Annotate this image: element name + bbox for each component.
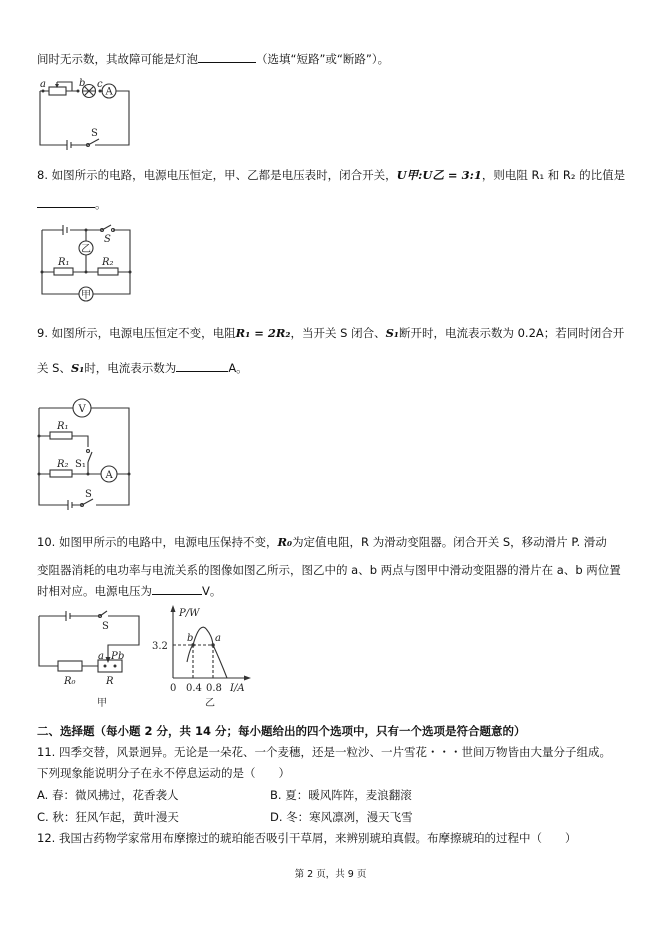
q10-text-line2: 变阻器消耗的电功率与电流关系的图像如图乙所示，图乙中的 a、b 两点与图甲中滑动变阻器的滑片在 a、b 两位置	[37, 563, 621, 577]
x-axis-label: I/A	[230, 683, 245, 694]
meter-yi-label: 乙	[81, 244, 91, 255]
switch-label: S	[104, 234, 111, 245]
q9-answer-blank[interactable]	[176, 359, 228, 372]
caption-yi: 乙	[205, 698, 215, 709]
page-footer: 第 2 页，共 9 页	[294, 869, 367, 880]
q9-circuit	[38, 399, 131, 510]
r0-label: R₀	[64, 676, 76, 687]
q8-text	[37, 167, 625, 183]
q11-option-a[interactable]: A. 春：微风拂过，花香袭人	[37, 788, 179, 802]
q9-math-2: S₁	[385, 326, 399, 340]
origin-label: 0	[170, 683, 177, 694]
label-c: c	[97, 79, 103, 90]
x-tick: 0.4	[186, 683, 202, 694]
x-tick: 0.8	[206, 683, 222, 694]
q9-text	[37, 325, 624, 341]
q10-math-1: R₀	[277, 535, 293, 549]
q8-math: U甲:U乙 = 3:1	[396, 168, 482, 182]
q10-graph-yi	[152, 605, 251, 709]
q9-math-3: S₁	[70, 361, 85, 375]
r2-label: R₂	[57, 459, 69, 470]
q12-text-1: 12. 我国古药物学家常用布摩擦过的琥珀能否吸引干草屑，来辨别琥珀真假。布摩擦琥珀的过程中（ ）	[37, 831, 577, 845]
ammeter-label: A	[105, 86, 113, 98]
switch-label: S	[85, 489, 92, 500]
battery-icon	[68, 500, 72, 510]
q8-text-2: ，则电阻 R₁ 和 R₂ 的比值是	[481, 168, 626, 182]
point-b-label: b	[187, 633, 194, 644]
q10-text-3: 时相对应。电源电压为	[37, 584, 152, 598]
point-a-label: a	[215, 633, 221, 644]
q7-text-after: （选填“短路”或“断路”）。	[256, 52, 390, 66]
ammeter-label: A	[105, 470, 113, 481]
r1-label: R₁	[58, 257, 70, 268]
q10-answer-blank[interactable]	[152, 582, 202, 595]
q8-answer-line	[37, 195, 107, 212]
rheostat	[49, 87, 66, 95]
q9-text-line2	[37, 359, 248, 376]
q9-text-2: ，当开关 S 闭合、	[290, 326, 386, 340]
y-tick: 3.2	[152, 641, 168, 652]
q8-answer-blank[interactable]	[37, 195, 95, 208]
q10-end: V。	[202, 584, 222, 598]
q10-text-1: 10. 如图甲所示的电路中，电源电压保持不变，	[37, 535, 278, 549]
meter-jia-label: 甲	[81, 290, 91, 301]
label-a: a	[98, 651, 104, 662]
label-p: P	[111, 651, 118, 662]
battery-icon	[66, 611, 70, 621]
q11-option-c[interactable]: C. 秋：狂风乍起，黄叶漫天	[37, 810, 179, 824]
q9-text-4: 关 S、	[37, 361, 71, 375]
q8-text-1: 8. 如图所示的电路，电源电压恒定，甲、乙都是电压表时，闭合开关，	[37, 168, 397, 182]
q11-option-d[interactable]: D. 冬：寒风凛冽，漫天飞雪	[270, 810, 413, 824]
q9-text-5: 时，电流表示数为	[84, 361, 177, 375]
q11-text-2: 下列现象能说明分子在永不停息运动的是（ ）	[37, 766, 290, 780]
caption-jia: 甲	[97, 698, 107, 709]
q7-circuit	[40, 78, 129, 150]
switch-label: S	[102, 621, 109, 632]
label-b: b	[118, 651, 125, 662]
guide-lines	[173, 645, 213, 678]
battery-icon	[67, 140, 71, 150]
q10-text	[37, 534, 607, 550]
q10-circuit-jia	[39, 611, 139, 709]
q9-math-1: R₁ = 2R₂	[235, 326, 291, 340]
q10-text-2: 为定值电阻，R 为滑动变阻器。闭合开关 S，移动滑片 P. 滑动	[292, 535, 607, 549]
q8-circuit	[41, 225, 132, 301]
label-a: a	[40, 79, 46, 90]
y-axis-label: P/W	[179, 608, 200, 619]
q9-text-3: 断开时，电流表示数为 0.2A；若同时闭合开	[398, 326, 625, 340]
q11-text-1: 11. 四季交替，风景迥异。无论是一朵花、一个麦穗，还是一粒沙、一片雪花・・・世间万物皆由大量分子组成。	[37, 745, 611, 759]
q7-text-body: 间时无示数，其故障可能是灯泡	[37, 52, 198, 66]
q9-text-1: 9. 如图所示，电源电压恒定不变，电阻	[37, 326, 236, 340]
r-label: R	[106, 676, 114, 687]
r1-label: R₁	[57, 421, 69, 432]
voltmeter-label: V	[78, 404, 86, 415]
battery-icon	[63, 225, 67, 235]
q11-option-b[interactable]: B. 夏：暖风阵阵，麦浪翻滚	[270, 788, 412, 802]
label-b: b	[79, 78, 86, 89]
section-heading: 二、选择题（每小题 2 分，共 14 分；每小题给出的四个选项中，只有一个选项是符合题意的）	[37, 724, 526, 738]
q10-text-line3	[37, 582, 221, 599]
r2-label: R₂	[102, 257, 114, 268]
q8-end: 。	[95, 197, 107, 211]
q9-end: A。	[228, 361, 248, 375]
s1-label: S₁	[75, 459, 86, 470]
switch-label: S	[91, 128, 98, 139]
